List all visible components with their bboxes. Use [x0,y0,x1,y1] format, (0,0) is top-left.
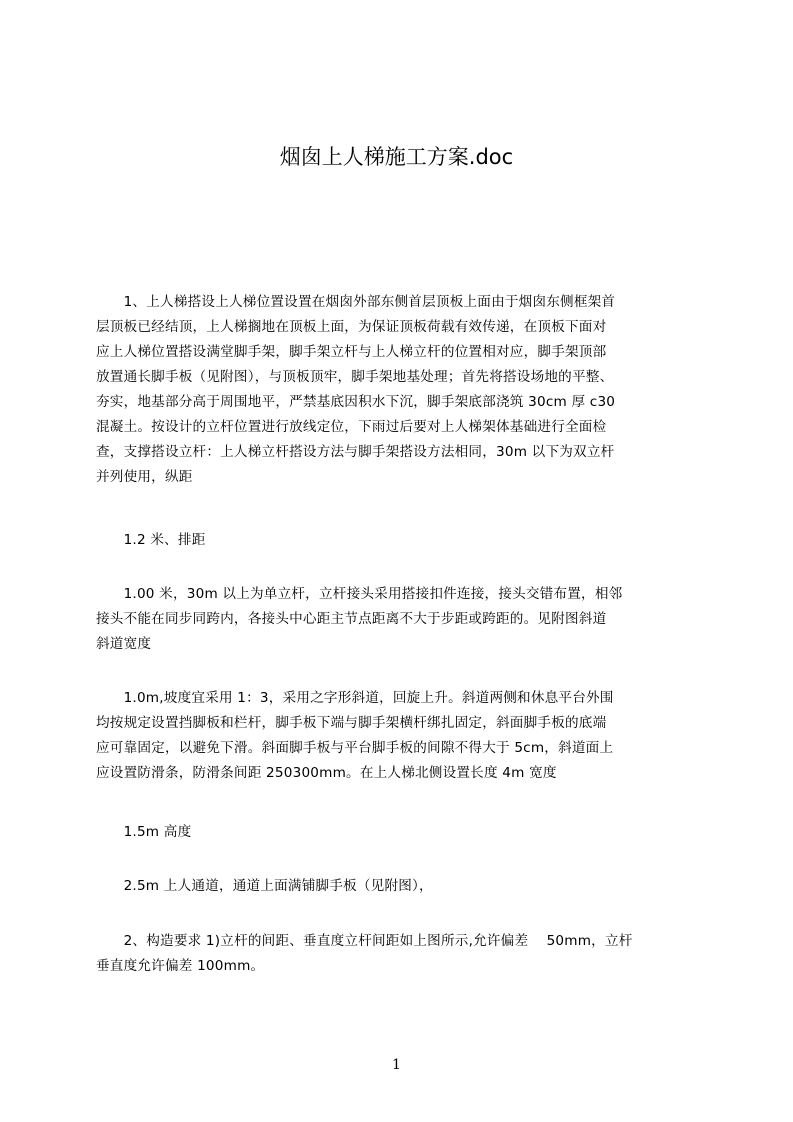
paragraph-single-pole [96,582,716,657]
paragraph-ladder-setup [96,290,716,490]
text-line: 斜道宽度 [96,636,152,652]
paragraph-spacing [96,528,716,553]
text-line: 均按规定设置挡脚板和栏杆，脚手板下端与脚手架横杆绑扎固定，斜面脚手板的底端 [96,715,607,731]
paragraph-ramp [96,686,716,786]
text-line: 接头不能在同步同跨内，各接头中心距主节点距离不大于步距或跨距的。见附图斜道 [96,611,607,627]
text-line: 1.0m,坡度宜采用 1：3，采用之字形斜道，回旋上升。斜道两侧和休息平台外围 [96,690,614,706]
paragraph-height [96,820,716,845]
paragraph-construction-requirements [96,929,716,979]
paragraph-passage [96,874,716,899]
text-line: 混凝土。按设计的立杆位置进行放线定位，下雨过后要对上人梯架体基础进行全面检 [96,419,607,435]
text-line: 查，支撑搭设立杆：上人梯立杆搭设方法与脚手架搭设方法相同，30m 以下为双立杆 [96,444,615,460]
text-line: 并列使用，纵距 [96,469,193,485]
text-line: 2.5m 上人通道，通道上面满铺脚手板（见附图）， [96,878,433,894]
document-title: 烟囱上人梯施工方案.doc [279,145,514,169]
text-line: 1.2 米、排距 [96,532,206,548]
text-line: 层顶板已经结顶，上人梯搁地在顶板上面，为保证顶板荷载有效传递，在顶板下面对 [96,319,607,335]
text-line: 应上人梯位置搭设满堂脚手架，脚手架立杆与上人梯立杆的位置相对应，脚手架顶部 [96,344,607,360]
text-line: 放置通长脚手板（见附图），与顶板顶牢，脚手架地基处理；首先将搭设场地的平整、 [96,369,614,385]
text-line: 夯实，地基部分高于周围地平，严禁基底因积水下沉，脚手架底部浇筑 30cm 厚 c30 [96,394,616,410]
text-line: 1.5m 高度 [96,824,192,840]
text-line: 应设置防滑条，防滑条间距 250300mm。在上人梯北侧设置长度 4m 宽度 [96,765,557,781]
text-line: 垂直度允许偏差 100mm。 [96,958,265,974]
text-line: 2、构造要求 1)立杆的间距、垂直度立杆间距如上图所示,允许偏差 50mm，立杆 [96,933,633,949]
page-number: 1 [392,1057,401,1073]
text-line: 1、上人梯搭设上人梯位置设置在烟囱外部东侧首层顶板上面由于烟囱东侧框架首 [96,294,616,310]
text-line: 应可靠固定，以避免下滑。斜面脚手板与平台脚手板的间隙不得大于 5cm，斜道面上 [96,740,614,756]
text-line: 1.00 米，30m 以上为单立杆，立杆接头采用搭接扣件连接，接头交错布置，相邻 [96,586,623,602]
